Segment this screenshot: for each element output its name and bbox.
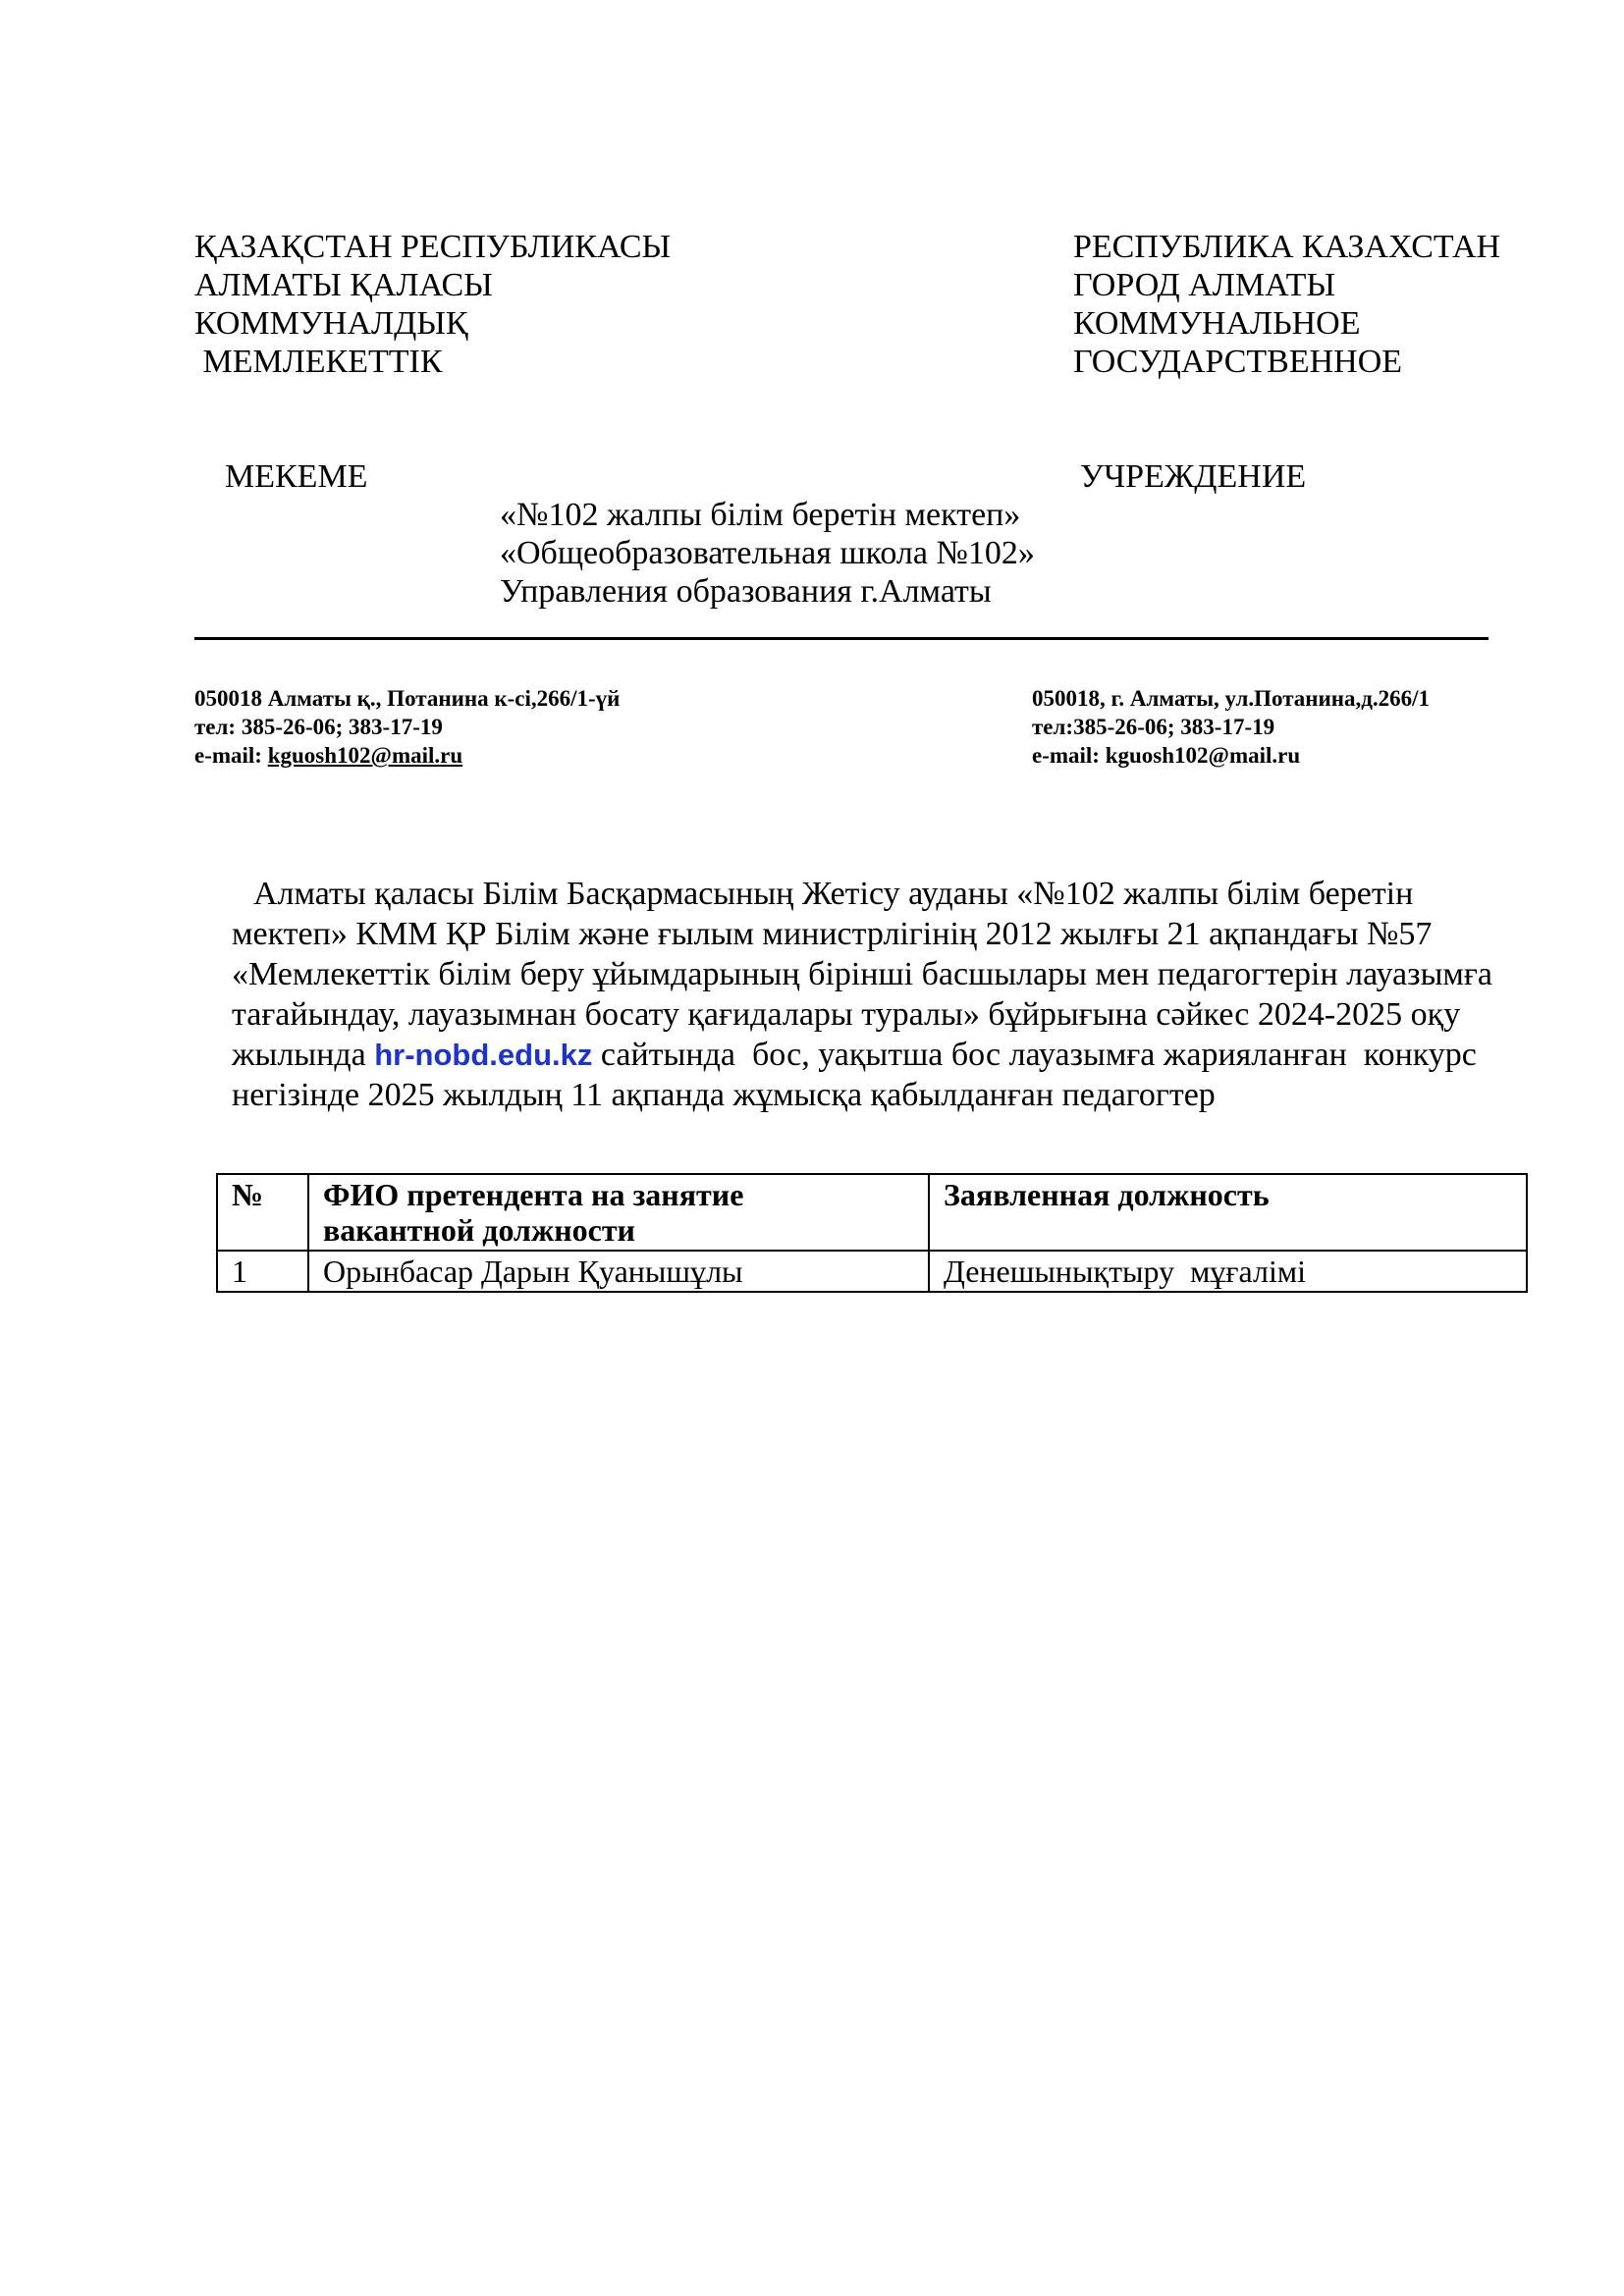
email-text: kguosh102@mail.ru <box>1105 743 1301 768</box>
header-right-line: ГОРОД АЛМАТЫ <box>1073 267 1336 303</box>
body-line: Алматы қаласы Білім Басқармасының Жетісу ауданы «№102 жалпы білім беретін <box>253 876 1414 912</box>
header-left-line: МЕМЛЕКЕТТІК <box>194 344 443 380</box>
school-name-ru: «Общеобразовательная школа №102» <box>500 535 1035 571</box>
header-position: Заявленная должность <box>929 1174 1527 1251</box>
contacts-right <box>1032 684 1430 770</box>
cell-fio: Орынбасар Дарын Қуанышұлы <box>308 1251 929 1292</box>
school-department: Управления образования г.Алматы <box>500 573 992 610</box>
table-row <box>217 1251 1527 1292</box>
address-left: 050018 Алматы қ., Потанина к-сі,266/1-үй <box>194 686 621 711</box>
header-left-line: АЛМАТЫ ҚАЛАСЫ <box>194 267 493 303</box>
header-divider <box>194 637 1489 640</box>
header-right-line: РЕСПУБЛИКА КАЗАХСТАН <box>1073 229 1501 265</box>
body-paragraph <box>232 874 1492 1115</box>
body-line: «Мемлекеттік білім беру ұйымдарының бірінші басшылары мен педагогтерін лауазымға <box>232 956 1492 992</box>
hired-teachers-table <box>216 1173 1528 1293</box>
body-line <box>232 1035 1492 1075</box>
cell-num: 1 <box>217 1251 308 1292</box>
header-num: № <box>217 1174 308 1251</box>
header-right-ru <box>1073 228 1500 381</box>
institution-kz: МЕКЕМЕ <box>225 458 368 495</box>
phone-right: тел:385-26-06; 383-17-19 <box>1032 715 1275 739</box>
header-right-line: КОММУНАЛЬНОЕ <box>1073 305 1361 342</box>
header-left-kz <box>194 228 671 381</box>
cell-position: Денешынықтыру мұғалімі <box>929 1251 1527 1292</box>
body-line: тағайындау, лауазымнан босату қағидалары туралы» бұйрығына сәйкес 2024-2025 оқу <box>232 996 1461 1033</box>
header-left-line: ҚАЗАҚСТАН РЕСПУБЛИКАСЫ <box>194 229 672 265</box>
header-fio-line: вакантной должности <box>323 1212 635 1248</box>
email-left-row <box>194 741 620 770</box>
header-right-line: ГОСУДАРСТВЕННОЕ <box>1073 344 1403 380</box>
body-text-segment: жылында <box>232 1037 375 1073</box>
phone-left: тел: 385-26-06; 383-17-19 <box>194 715 443 739</box>
header-fio-line: ФИО претендента на занятие <box>323 1177 744 1212</box>
contacts-left <box>194 684 620 770</box>
header-left-line: КОММУНАЛДЫҚ <box>194 305 468 342</box>
body-line: мектеп» КММ ҚР Білім және ғылым министрлігінің 2012 жылғы 21 ақпандағы №57 <box>232 916 1433 952</box>
body-text-segment: сайтында бос, уақытша бос лауазымға жарияланған конкурс <box>592 1037 1477 1073</box>
email-link[interactable]: kguosh102@mail.ru <box>267 743 463 768</box>
email-label: e-mail: <box>1032 743 1106 768</box>
header-fio <box>308 1174 929 1251</box>
hr-nobd-link[interactable]: hr-nobd.edu.kz <box>374 1038 593 1072</box>
body-line: негізінде 2025 жылдың 11 ақпанда жұмысқа қабылданған педагогтер <box>232 1077 1216 1113</box>
school-name-kz: «№102 жалпы білім беретін мектеп» <box>500 497 1021 533</box>
email-right-row <box>1032 741 1430 770</box>
table-header-row <box>217 1174 1527 1251</box>
institution-ru: УЧРЕЖДЕНИЕ <box>1080 458 1307 495</box>
email-label: e-mail: <box>194 743 268 768</box>
address-right: 050018, г. Алматы, ул.Потанина,д.266/1 <box>1032 686 1431 711</box>
